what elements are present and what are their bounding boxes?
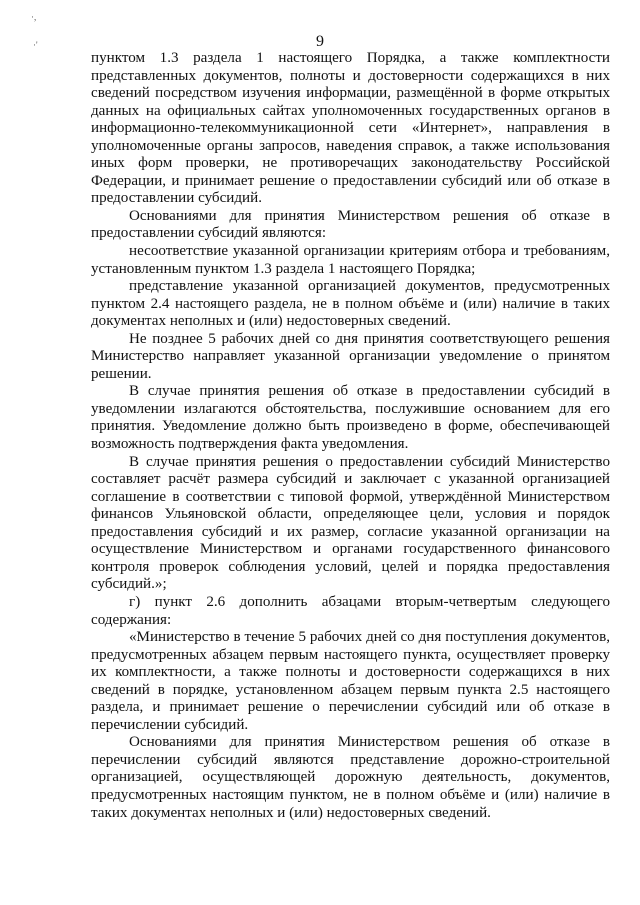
paragraph: несоответствие указанной организации критериям отбора и требованиям, установленным пунктом 1.3 раздела 1 настоящего Порядка;: [91, 243, 610, 277]
paragraph: г) пункт 2.6 дополнить абзацами вторым-четвертым следующего содержания:: [91, 593, 610, 628]
paragraph: В случае принятия решения о предоставлении субсидий Министерство составляет расчёт размера субсидий и заключает с указанной организацией соглашение в соответствии с типовой формой, утверждённой Министерством финансов Ульяновской области, определяющее цели, условия и порядок предоставления субсидий и их размер, согласие указанной организации на осуществление Министерством и органами государственного финансового контроля проверок соблюдения условий, целей и порядка предоставления субсидий.»;: [91, 453, 610, 593]
paragraph: Основаниями для принятия Министерством решения об отказе в перечислении субсидий являются представление дорожно-строительной организацией, осуществляющей дорожную деятельность, документов, предусмотренных настоящим пунктом, не в полном объёме и (или) наличие в таких документах неполных и (или) недостоверных сведений.: [91, 734, 610, 821]
paragraph: представление указанной организацией документов, предусмотренных пунктом 2.4 настоящего раздела, не в полном объёме и (или) наличие в таких документах неполных и (или) недостоверных сведений.: [91, 278, 610, 330]
document-body: [91, 50, 610, 822]
page-number: 9: [316, 33, 324, 50]
paragraph: пунктом 1.3 раздела 1 настоящего Порядка, а также комплектности представленных документов, полноты и достоверности содержащихся в них сведений посредством изучения информации, размещённой в форме открытых данных на официальных сайтах уполномоченных государственных органов в информационно-телекоммуникационной сети «Интернет», направления в уполномоченные органы запросов, наведения справок, а также использования иных форм проверки, не противоречащих законодательству Российской Федерации, и принимает решение о предоставлении субсидий или об отказе в предоставлении субсидий.: [91, 50, 610, 207]
margin-mark: ·,: [31, 12, 37, 22]
margin-mark: ·': [33, 40, 38, 50]
paragraph: В случае принятия решения об отказе в предоставлении субсидий в уведомлении излагаются обстоятельства, послужившие основанием для его принятия. Уведомление должно быть произведено в форме, обеспечивающей возможность подтверждения факта уведомления.: [91, 383, 610, 453]
paragraph: Не позднее 5 рабочих дней со дня принятия соответствующего решения Министерство направляет указанной организации уведомление о принятом решении.: [91, 330, 610, 382]
paragraph: «Министерство в течение 5 рабочих дней со дня поступления документов, предусмотренных абзацем первым настоящего пункта, осуществляет проверку их комплектности, а также полноты и достоверности содержащихся в них сведений в порядке, установленном абзацем первым пункта 2.5 настоящего раздела, и принимает решение о перечислении субсидий или об отказе в перечислении субсидий.: [91, 629, 610, 733]
paragraph: Основаниями для принятия Министерством решения об отказе в предоставлении субсидий являются:: [91, 207, 610, 242]
